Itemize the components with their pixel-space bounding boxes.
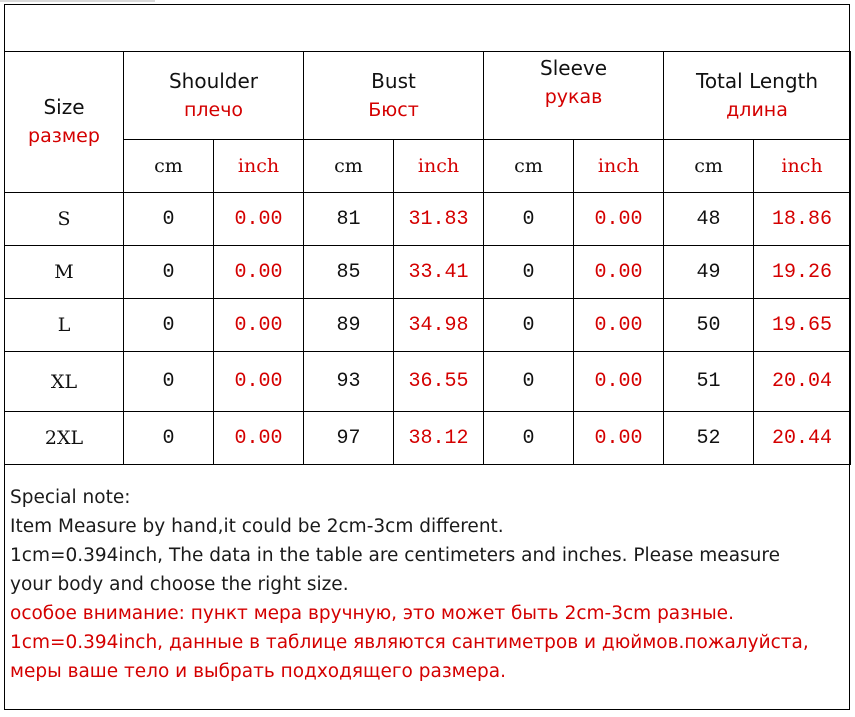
value-cell xyxy=(574,352,664,412)
value-cell xyxy=(214,246,304,299)
shoulder-inch: 0.00 xyxy=(234,370,283,393)
shoulder-inch: 0.00 xyxy=(234,207,283,231)
header-total-length-en: Total Length xyxy=(696,68,819,93)
header-shoulder xyxy=(124,52,304,140)
sleeve-inch: 0.00 xyxy=(594,313,643,337)
bust-inch: 31.83 xyxy=(408,207,469,231)
unit-cell xyxy=(664,140,754,193)
header-bust-ru: Бюст xyxy=(368,98,419,121)
value-cell xyxy=(394,193,484,246)
table-row xyxy=(5,299,851,352)
bust-inch: 38.12 xyxy=(408,426,469,450)
value-cell xyxy=(664,352,754,412)
unit-cell xyxy=(394,140,484,193)
value-cell xyxy=(574,299,664,352)
size-cell xyxy=(5,352,124,412)
size-cell xyxy=(5,193,124,246)
value-cell xyxy=(754,412,851,465)
value-cell xyxy=(664,193,754,246)
size-label: S xyxy=(57,208,71,230)
sleeve-inch: 0.00 xyxy=(594,207,643,231)
shoulder-cm: 0 xyxy=(162,370,175,393)
table-row xyxy=(5,246,851,299)
note-line-en: your body and choose the right size. xyxy=(10,574,349,595)
value-cell xyxy=(304,412,394,465)
sleeve-inch: 0.00 xyxy=(594,260,643,284)
value-cell xyxy=(214,193,304,246)
header-size-en: Size xyxy=(43,95,85,119)
size-cell xyxy=(5,246,124,299)
size-label: L xyxy=(57,314,71,336)
special-notes xyxy=(10,483,845,686)
length-inch: 20.44 xyxy=(772,426,833,450)
shoulder-inch: 0.00 xyxy=(234,426,283,450)
shoulder-cm: 0 xyxy=(162,313,175,337)
header-sleeve xyxy=(484,52,664,140)
unit-cell xyxy=(214,140,304,193)
sleeve-cm: 0 xyxy=(522,370,535,393)
bust-cm: 81 xyxy=(336,207,361,231)
bust-cm: 93 xyxy=(336,370,361,393)
sleeve-inch: 0.00 xyxy=(594,370,643,393)
length-cm: 49 xyxy=(696,260,721,284)
unit-inch: inch xyxy=(597,155,640,177)
unit-cm: cm xyxy=(694,155,723,177)
size-label: M xyxy=(54,261,74,283)
unit-cm: cm xyxy=(514,155,543,177)
top-edge-line xyxy=(0,0,155,2)
value-cell xyxy=(754,299,851,352)
table-row xyxy=(5,412,851,465)
value-cell xyxy=(664,412,754,465)
size-label: 2XL xyxy=(44,427,84,449)
value-cell xyxy=(304,352,394,412)
header-size xyxy=(5,52,124,193)
value-cell xyxy=(394,299,484,352)
unit-cell xyxy=(574,140,664,193)
value-cell xyxy=(574,193,664,246)
header-bust-en: Bust xyxy=(371,68,416,93)
value-cell xyxy=(754,246,851,299)
value-cell xyxy=(394,352,484,412)
unit-inch: inch xyxy=(237,155,280,177)
sleeve-cm: 0 xyxy=(522,260,535,284)
shoulder-inch: 0.00 xyxy=(234,260,283,284)
value-cell xyxy=(484,193,574,246)
sleeve-cm: 0 xyxy=(522,313,535,337)
length-inch: 19.65 xyxy=(772,313,833,337)
header-bust xyxy=(304,52,484,140)
header-total-length-ru: длина xyxy=(726,98,788,121)
shoulder-cm: 0 xyxy=(162,426,175,450)
value-cell xyxy=(304,193,394,246)
bust-cm: 85 xyxy=(336,260,361,284)
sleeve-cm: 0 xyxy=(522,207,535,231)
value-cell xyxy=(664,246,754,299)
bust-inch: 36.55 xyxy=(408,370,469,393)
header-sleeve-ru: рукав xyxy=(544,86,603,108)
value-cell xyxy=(754,193,851,246)
sleeve-cm: 0 xyxy=(522,426,535,450)
unit-cell xyxy=(754,140,851,193)
value-cell xyxy=(574,412,664,465)
table-row xyxy=(5,352,851,412)
length-cm: 50 xyxy=(696,313,721,337)
note-line-ru: 1cm=0.394inch, данные в таблице являются сантиметров и дюймов.пожалуйста, xyxy=(10,632,809,653)
value-cell xyxy=(664,299,754,352)
value-cell xyxy=(484,246,574,299)
value-cell xyxy=(484,352,574,412)
header-sleeve-en: Sleeve xyxy=(540,56,608,80)
shoulder-inch: 0.00 xyxy=(234,313,283,337)
note-line-en: Item Measure by hand,it could be 2cm-3cm different. xyxy=(10,516,504,537)
note-line-ru: особое внимание: пункт мера вручную, это может быть 2cm-3cm разные. xyxy=(10,603,734,624)
length-inch: 20.04 xyxy=(772,370,833,393)
header-shoulder-en: Shoulder xyxy=(168,68,259,93)
value-cell xyxy=(394,246,484,299)
length-inch: 19.26 xyxy=(772,260,833,284)
table-row xyxy=(5,193,851,246)
shoulder-cm: 0 xyxy=(162,207,175,231)
header-row-labels xyxy=(5,52,851,140)
sleeve-inch: 0.00 xyxy=(594,426,643,450)
bust-inch: 33.41 xyxy=(408,260,469,284)
value-cell xyxy=(214,299,304,352)
size-chart-table xyxy=(4,51,851,465)
size-cell xyxy=(5,299,124,352)
value-cell xyxy=(124,299,214,352)
header-row-units xyxy=(5,140,851,193)
length-inch: 18.86 xyxy=(772,207,833,231)
shoulder-cm: 0 xyxy=(162,260,175,284)
value-cell xyxy=(124,352,214,412)
value-cell xyxy=(124,412,214,465)
bust-inch: 34.98 xyxy=(408,313,469,337)
header-total-length xyxy=(664,52,851,140)
unit-inch: inch xyxy=(781,155,823,177)
note-line-en: 1cm=0.394inch, The data in the table are centimeters and inches. Please measure xyxy=(10,545,780,566)
value-cell xyxy=(304,299,394,352)
value-cell xyxy=(304,246,394,299)
bust-cm: 97 xyxy=(336,426,361,450)
unit-cell xyxy=(304,140,394,193)
value-cell xyxy=(394,412,484,465)
note-line-en: Special note: xyxy=(10,487,131,508)
unit-cm: cm xyxy=(334,155,363,177)
unit-cell xyxy=(124,140,214,193)
value-cell xyxy=(574,246,664,299)
value-cell xyxy=(124,246,214,299)
value-cell xyxy=(124,193,214,246)
value-cell xyxy=(214,412,304,465)
length-cm: 48 xyxy=(696,207,721,231)
length-cm: 52 xyxy=(696,426,721,450)
value-cell xyxy=(214,352,304,412)
header-shoulder-ru: плечо xyxy=(183,98,244,121)
value-cell xyxy=(484,412,574,465)
size-label: XL xyxy=(50,370,78,393)
note-line-ru: меры ваше тело и выбрать подходящего размера. xyxy=(10,661,506,682)
unit-inch: inch xyxy=(417,155,460,177)
unit-cell xyxy=(484,140,574,193)
value-cell xyxy=(484,299,574,352)
header-size-ru: размер xyxy=(28,125,100,147)
size-cell xyxy=(5,412,124,465)
length-cm: 51 xyxy=(696,370,721,393)
value-cell xyxy=(754,352,851,412)
bust-cm: 89 xyxy=(336,313,361,337)
unit-cm: cm xyxy=(154,155,183,177)
